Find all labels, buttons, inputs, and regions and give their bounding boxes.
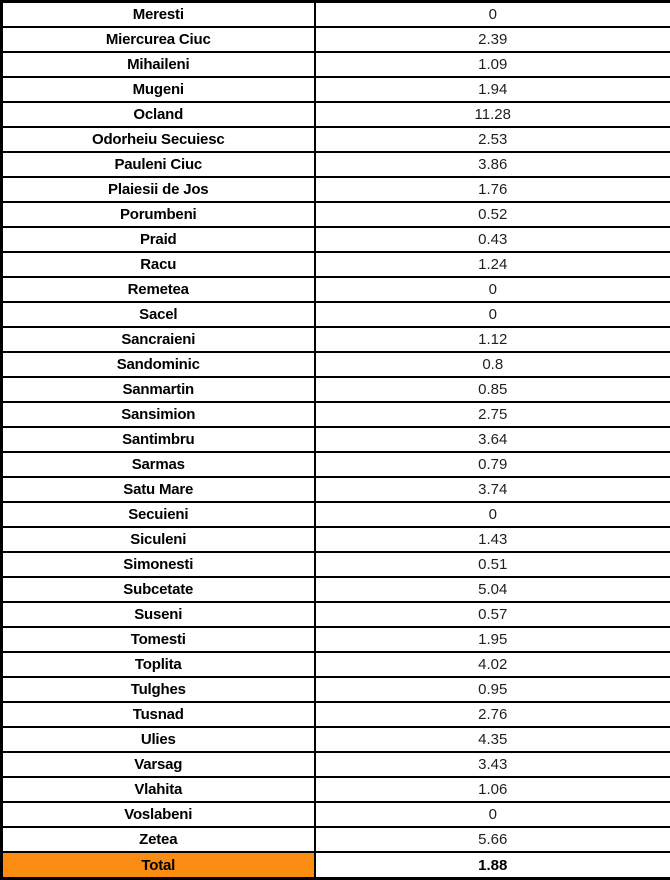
- locality-name-cell: Subcetate: [2, 577, 315, 602]
- locality-value-cell: 1.43: [315, 527, 670, 552]
- table-row: [2, 452, 670, 477]
- table-row: [2, 652, 670, 677]
- table-row: [2, 802, 670, 827]
- locality-value-cell: 3.86: [315, 152, 670, 177]
- locality-name-cell: Satu Mare: [2, 477, 315, 502]
- locality-name-cell: Tusnad: [2, 702, 315, 727]
- locality-value-cell: 0: [315, 277, 670, 302]
- locality-name-cell: Zetea: [2, 827, 315, 852]
- locality-value-cell: 1.09: [315, 52, 670, 77]
- locality-name-cell: Sarmas: [2, 452, 315, 477]
- locality-value-cell: 1.76: [315, 177, 670, 202]
- table-row: [2, 277, 670, 302]
- locality-name-cell: Mihaileni: [2, 52, 315, 77]
- locality-value-cell: 2.75: [315, 402, 670, 427]
- locality-value-cell: 0.79: [315, 452, 670, 477]
- locality-value-cell: 0.51: [315, 552, 670, 577]
- locality-value-cell: 3.43: [315, 752, 670, 777]
- table-row: [2, 377, 670, 402]
- locality-name-cell: Tulghes: [2, 677, 315, 702]
- locality-value-cell: 0.8: [315, 352, 670, 377]
- table-row: [2, 427, 670, 452]
- locality-value-cell: 0.52: [315, 202, 670, 227]
- locality-name-cell: Sanmartin: [2, 377, 315, 402]
- locality-name-cell: Toplita: [2, 652, 315, 677]
- locality-value-cell: 4.35: [315, 727, 670, 752]
- table-row: [2, 677, 670, 702]
- locality-name-cell: Ulies: [2, 727, 315, 752]
- locality-value-cell: 0.95: [315, 677, 670, 702]
- locality-value-cell: 0: [315, 2, 670, 28]
- locality-name-cell: Voslabeni: [2, 802, 315, 827]
- locality-name-cell: Odorheiu Secuiesc: [2, 127, 315, 152]
- locality-name-cell: Racu: [2, 252, 315, 277]
- table-row: [2, 502, 670, 527]
- total-row: [2, 852, 670, 878]
- table-row: [2, 552, 670, 577]
- locality-name-cell: Tomesti: [2, 627, 315, 652]
- table-row: [2, 777, 670, 802]
- table-row: [2, 402, 670, 427]
- table-row: [2, 102, 670, 127]
- table-row: [2, 177, 670, 202]
- table-row: [2, 827, 670, 852]
- locality-value-cell: 0: [315, 302, 670, 327]
- locality-value-cell: 3.74: [315, 477, 670, 502]
- locality-name-cell: Secuieni: [2, 502, 315, 527]
- locality-name-cell: Siculeni: [2, 527, 315, 552]
- total-value-cell: 1.88: [315, 852, 670, 878]
- locality-name-cell: Sancraieni: [2, 327, 315, 352]
- table-row: [2, 2, 670, 28]
- locality-name-cell: Sansimion: [2, 402, 315, 427]
- locality-name-cell: Porumbeni: [2, 202, 315, 227]
- locality-name-cell: Remetea: [2, 277, 315, 302]
- locality-value-cell: 0: [315, 802, 670, 827]
- table-row: [2, 627, 670, 652]
- locality-name-cell: Suseni: [2, 602, 315, 627]
- locality-name-cell: Pauleni Ciuc: [2, 152, 315, 177]
- table-row: [2, 202, 670, 227]
- locality-name-cell: Meresti: [2, 2, 315, 28]
- locality-value-cell: 0.43: [315, 227, 670, 252]
- locality-name-cell: Plaiesii de Jos: [2, 177, 315, 202]
- table-row: [2, 77, 670, 102]
- locality-value-cell: 1.94: [315, 77, 670, 102]
- table-row: [2, 127, 670, 152]
- table-body: [2, 2, 670, 879]
- locality-name-cell: Praid: [2, 227, 315, 252]
- table-row: [2, 477, 670, 502]
- table-row: [2, 702, 670, 727]
- locality-name-cell: Sandominic: [2, 352, 315, 377]
- table-row: [2, 227, 670, 252]
- table-row: [2, 352, 670, 377]
- table-row: [2, 52, 670, 77]
- locality-value-cell: 0.57: [315, 602, 670, 627]
- locality-value-cell: 4.02: [315, 652, 670, 677]
- locality-value-cell: 3.64: [315, 427, 670, 452]
- locality-name-cell: Mugeni: [2, 77, 315, 102]
- table-row: [2, 602, 670, 627]
- locality-value-cell: 2.53: [315, 127, 670, 152]
- locality-value-cell: 0.85: [315, 377, 670, 402]
- total-label-cell: Total: [2, 852, 315, 878]
- table-row: [2, 327, 670, 352]
- locality-value-cell: 11.28: [315, 102, 670, 127]
- locality-value-cell: 1.24: [315, 252, 670, 277]
- locality-name-cell: Vlahita: [2, 777, 315, 802]
- table-row: [2, 727, 670, 752]
- locality-value-cell: 0: [315, 502, 670, 527]
- locality-name-cell: Miercurea Ciuc: [2, 27, 315, 52]
- table-row: [2, 302, 670, 327]
- locality-name-cell: Simonesti: [2, 552, 315, 577]
- table-row: [2, 577, 670, 602]
- locality-value-cell: 2.39: [315, 27, 670, 52]
- locality-name-cell: Santimbru: [2, 427, 315, 452]
- table-row: [2, 252, 670, 277]
- locality-value-cell: 5.04: [315, 577, 670, 602]
- table-row: [2, 752, 670, 777]
- locality-value-cell: 1.12: [315, 327, 670, 352]
- locality-name-cell: Ocland: [2, 102, 315, 127]
- locality-name-cell: Sacel: [2, 302, 315, 327]
- locality-value-cell: 5.66: [315, 827, 670, 852]
- table-row: [2, 527, 670, 552]
- locality-name-cell: Varsag: [2, 752, 315, 777]
- locality-value-cell: 2.76: [315, 702, 670, 727]
- locality-value-cell: 1.95: [315, 627, 670, 652]
- table-row: [2, 27, 670, 52]
- locality-value-cell: 1.06: [315, 777, 670, 802]
- table-row: [2, 152, 670, 177]
